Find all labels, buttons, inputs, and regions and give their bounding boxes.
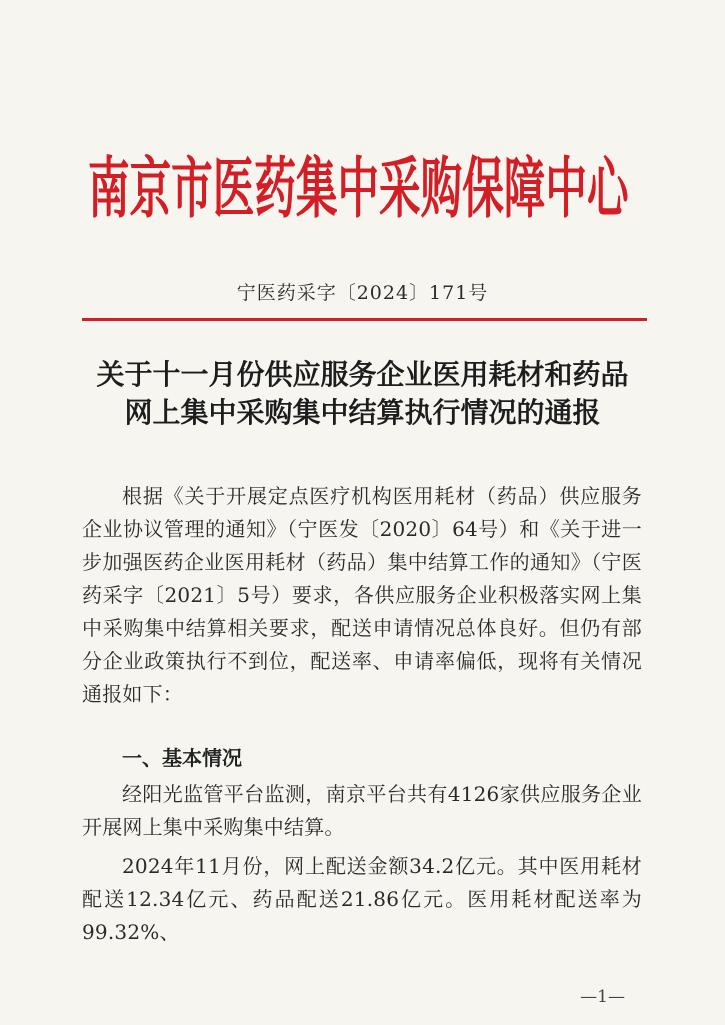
monitoring-paragraph: 经阳光监管平台监测，南京平台共有4126家供应服务企业开展网上集中采购集中结算。 [82, 782, 642, 839]
document-title-line-2: 网上集中采购集中结算执行情况的通报 [124, 396, 601, 429]
red-separator-line [82, 318, 647, 321]
document-number: 宁医药采字〔2024〕171号 [236, 282, 489, 304]
page-number: —1— [580, 987, 625, 1007]
document-title [90, 356, 635, 432]
issuing-organization-header: 南京市医药集中采购保障中心 [88, 150, 629, 227]
intro-paragraph: 根据《关于开展定点医疗机构医用耗材（药品）供应服务企业协议管理的通知》（宁医发〔2020〕64号）和《关于进一步加强医药企业医用耗材（药品）集中结算工作的通知》（宁医药采字〔2021〕5号）要求，各供应服务企业积极落实网上集中采购集中结算相关要求，配送申请情况总体良好。但仍有部分企业政策执行不到位，配送率、申请率偏低，现将有关情况通报如下： [82, 484, 642, 706]
statistics-paragraph: 2024年11月份，网上配送金额34.2亿元。其中医用耗材配送12.34亿元、药品配送21.86亿元。医用耗材配送率为99.32%、 [82, 854, 642, 944]
section-heading-basic-situation: 一、基本情况 [122, 746, 242, 770]
document-title-line-1: 关于十一月份供应服务企业医用耗材和药品 [96, 358, 629, 391]
